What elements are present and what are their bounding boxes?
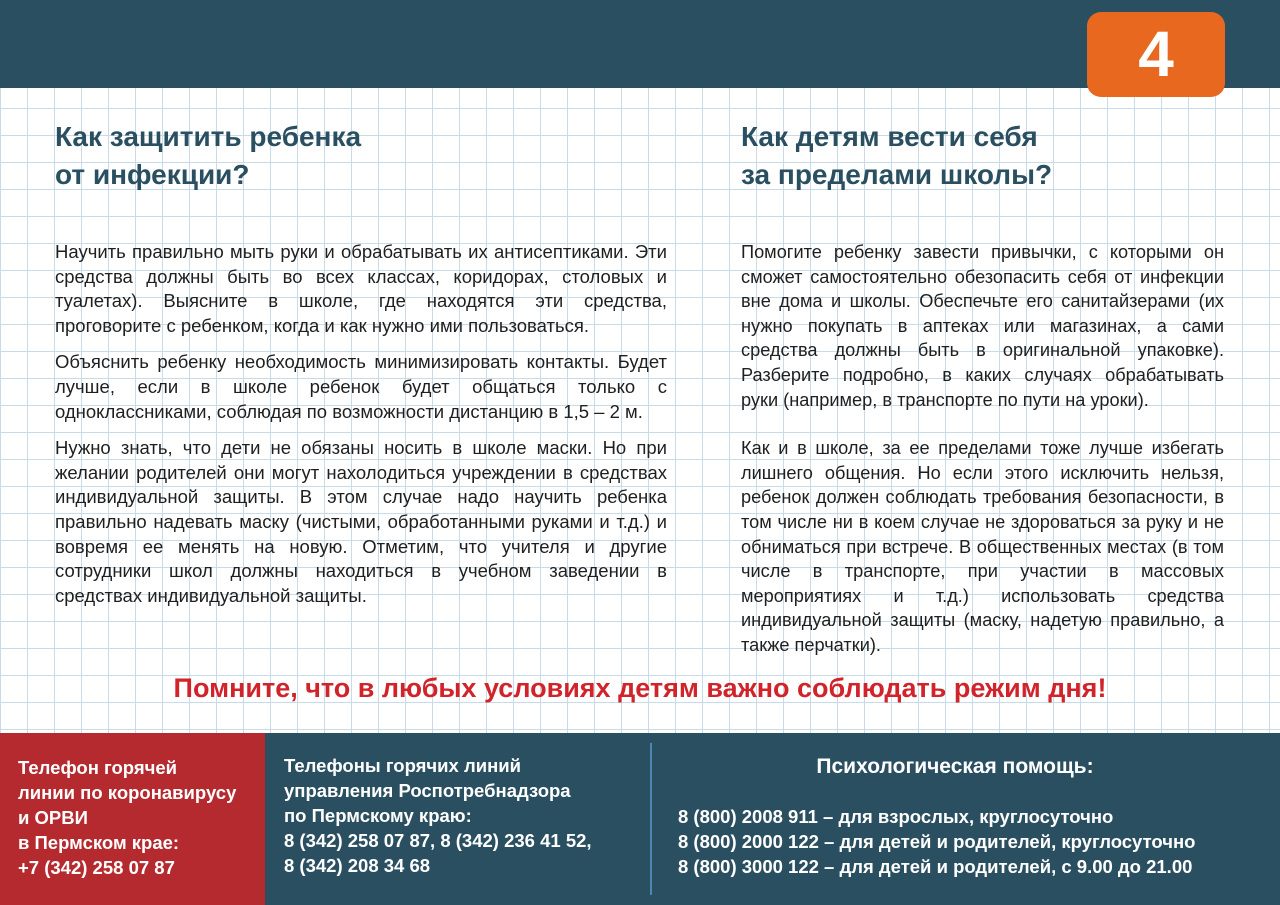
footer-divider — [650, 743, 652, 895]
footer — [0, 733, 1280, 905]
left-paragraph-2: Объяснить ребенку необходимость минимизировать контакты. Будет лучше, если в школе ребенок будет общаться только с одноклассниками, соблюдая по возможности дистанцию в 1,5 – 2 м. — [55, 351, 667, 422]
right-paragraphs — [741, 240, 1224, 658]
left-paragraph-1: Научить правильно мыть руки и обрабатывать их антисептиками. Эти средства должны быть во всех классах, коридорах, столовых и туалетах). Выясните в школе, где находятся эти средства, проговорите с ребенком, когда и как нужно ими пользоваться. — [55, 241, 667, 336]
psych-help-list — [678, 804, 1278, 879]
reminder-banner: Помните, что в любых условиях детям важно соблюдать режим дня! — [173, 673, 1107, 703]
left-paragraph-3: Нужно знать, что дети не обязаны носить в школе маски. Но при желании родителей они могут нахолодиться учреждении в средствах индивидуальной защиты. В этом случае надо научить ребенка правильно надевать маску (чистыми, обработанными руками и т.д.) и вовремя ее менять на новую. Отметим, что учителя и другие сотрудники школ должны находиться в учебном заведении в средствах индивидуальной защиты. — [55, 437, 667, 606]
rospotreb-hotline-text: Телефоны горячих линий управления Роспотребнадзора по Пермскому краю: 8 (342) 258 07 87, 8 (342) 236 41 52, 8 (342) 208 34 68 — [284, 755, 592, 876]
right-column — [741, 118, 1224, 682]
footer-covid-panel — [0, 733, 265, 905]
page-number-badge: 4 — [1087, 12, 1225, 97]
left-heading: Как защитить ребенка от инфекции? — [55, 121, 362, 190]
covid-hotline-text: Телефон горячей линии по коронавирусу и ОРВИ в Пермском крае: +7 (342) 258 07 87 — [18, 757, 237, 878]
left-paragraphs — [55, 240, 667, 608]
right-paragraph-2: Как и в школе, за ее пределами тоже лучше избегать лишнего общения. Но если этого исключить нельзя, ребенок должен соблюдать требования безопасности, в том числе ни в коем случае не здороваться за руку и не обниматься при встрече. В общественных местах (в том числе в транспорте, при участии в массовых мероприятиях и т.д.) использовать средства индивидуальной защиты (маску, надетую правильно, а также перчатки). — [741, 438, 1224, 655]
left-column — [55, 118, 667, 620]
right-paragraph-1: Помогите ребенку завести привычки, с которыми он сможет самостоятельно обезопасить себя от инфекции вне дома и школы. Обеспечьте его санитайзерами (их нужно покупать в аптеках или магазинах, а сами средства должны быть в оригинальной упаковке). Разберите подробно, в каких случаях обрабатывать руки (например, в транспорте по пути на уроки). — [741, 242, 1224, 410]
psych-line: 8 (800) 2000 122 – для детей и родителей, круглосуточно — [678, 831, 1196, 852]
psych-help-title: Психологическая помощь: — [816, 755, 1094, 778]
footer-contacts-panel — [265, 733, 1280, 905]
psych-line: 8 (800) 3000 122 – для детей и родителей, с 9.00 до 21.00 — [678, 856, 1193, 877]
right-heading: Как детям вести себя за пределами школы? — [741, 121, 1053, 190]
psych-line: 8 (800) 2008 911 – для взрослых, круглосуточно — [678, 806, 1114, 827]
